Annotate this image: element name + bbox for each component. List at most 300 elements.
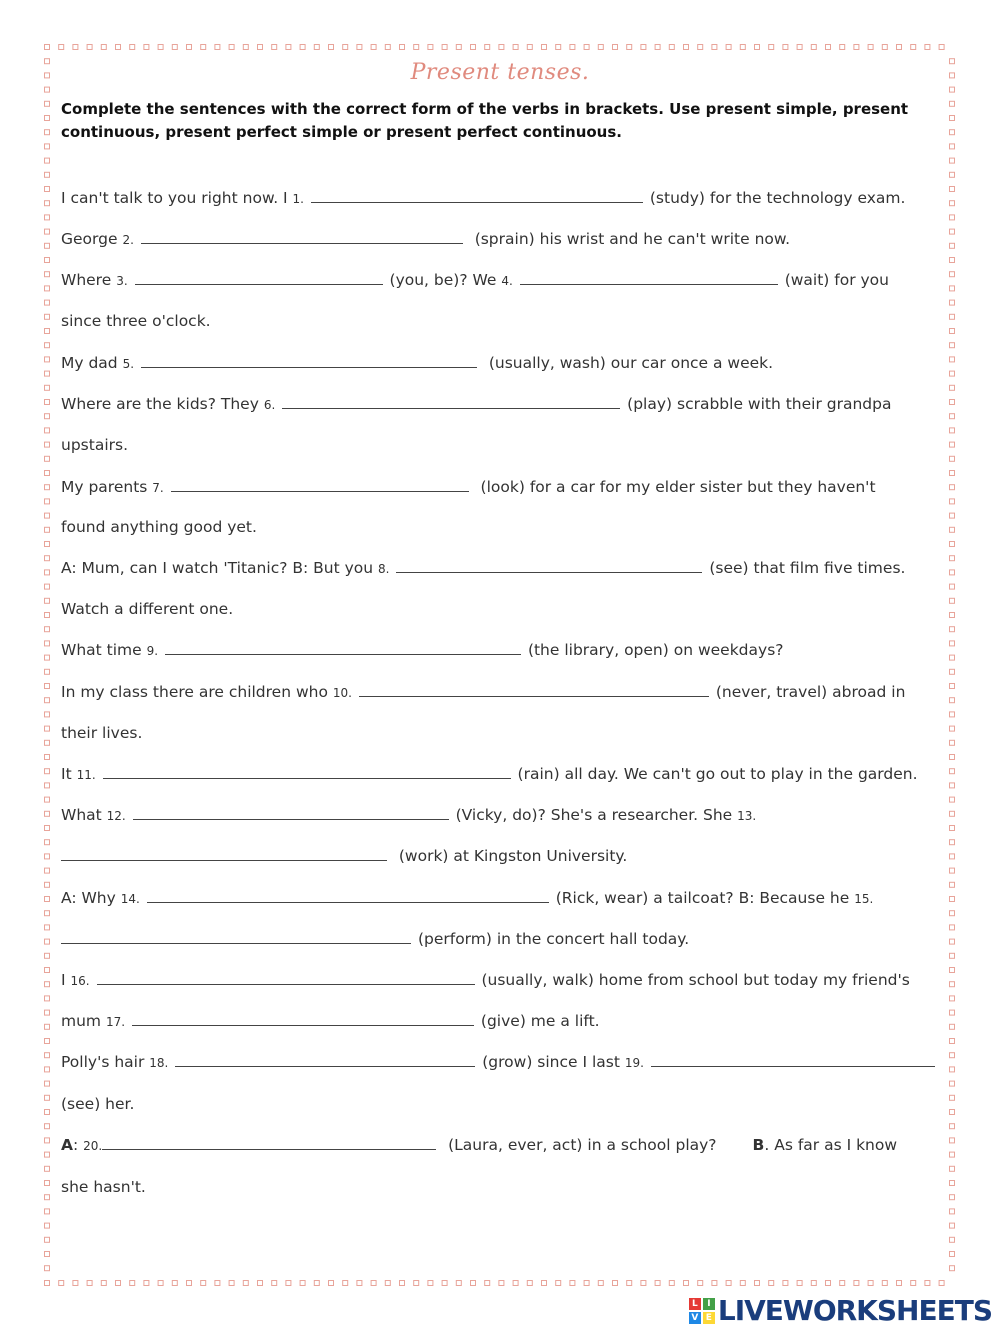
border-square — [755, 45, 760, 50]
sentence-6: Where are the kids? They 6. (play) scrabble with their grandpa — [61, 395, 892, 413]
border-square — [158, 1281, 163, 1286]
answer-blank-11[interactable] — [103, 764, 511, 779]
border-square — [950, 1095, 955, 1100]
border-square — [485, 45, 490, 50]
border-square — [570, 1281, 575, 1286]
border-square — [87, 1281, 92, 1286]
border-square — [950, 513, 955, 518]
border-square — [950, 584, 955, 589]
border-square — [45, 740, 50, 745]
answer-blank-14[interactable] — [147, 888, 549, 903]
border-square — [45, 1024, 50, 1029]
border-square — [950, 1266, 955, 1271]
border-square — [101, 45, 106, 50]
border-square — [45, 456, 50, 461]
border-square — [45, 101, 50, 106]
border-square — [243, 1281, 248, 1286]
sentence-8: A: Mum, can I watch 'Titanic? B: But you 8. (see) that film five times. — [61, 559, 906, 577]
border-square — [950, 116, 955, 121]
sentence-15-cont: (perform) in the concert hall today. — [61, 929, 689, 949]
border-square — [783, 45, 788, 50]
border-square — [950, 1166, 955, 1171]
border-square — [627, 1281, 632, 1286]
border-square — [698, 1281, 703, 1286]
border-square — [513, 1281, 518, 1286]
border-square — [187, 45, 192, 50]
border-square — [45, 1223, 50, 1228]
border-square — [950, 797, 955, 802]
border-square — [45, 1166, 50, 1171]
border-square — [911, 1281, 916, 1286]
border-square — [868, 1281, 873, 1286]
border-square — [45, 968, 50, 973]
answer-blank-8[interactable] — [396, 558, 702, 573]
border-square — [45, 45, 50, 50]
sentence-3-cont: since three o'clock. — [61, 312, 211, 330]
border-square — [45, 925, 50, 930]
border-square — [45, 613, 50, 618]
border-square — [343, 1281, 348, 1286]
border-square — [385, 1281, 390, 1286]
border-square — [471, 45, 476, 50]
border-square — [286, 1281, 291, 1286]
border-square — [950, 456, 955, 461]
border-square — [513, 45, 518, 50]
border-square — [101, 1281, 106, 1286]
border-square — [740, 45, 745, 50]
border-square — [45, 797, 50, 802]
border-square — [556, 1281, 561, 1286]
border-square — [45, 1138, 50, 1143]
border-square — [45, 1110, 50, 1115]
border-square — [826, 1281, 831, 1286]
border-square — [950, 698, 955, 703]
border-square — [45, 1152, 50, 1157]
sentence-1: I can't talk to you right now. I 1. (study) for the technology exam. — [61, 189, 906, 207]
border-square — [357, 1281, 362, 1286]
border-square — [45, 485, 50, 490]
sentence-20: A: 20. (Laura, ever, act) in a school play? B. As far as I know — [61, 1136, 898, 1154]
answer-blank-20[interactable] — [102, 1135, 436, 1150]
border-square — [371, 1281, 376, 1286]
border-square — [840, 1281, 845, 1286]
border-square — [641, 45, 646, 50]
border-square — [116, 45, 121, 50]
border-square — [950, 684, 955, 689]
border-square — [45, 414, 50, 419]
border-square — [45, 215, 50, 220]
border-square — [272, 45, 277, 50]
border-square — [950, 1181, 955, 1186]
sentence-10-cont: their lives. — [61, 724, 143, 742]
border-square — [950, 527, 955, 532]
border-square — [300, 45, 305, 50]
border-square — [712, 45, 717, 50]
border-square — [45, 201, 50, 206]
border-square — [357, 45, 362, 50]
border-square — [45, 783, 50, 788]
border-square — [527, 1281, 532, 1286]
border-square — [598, 1281, 603, 1286]
border-square — [950, 783, 955, 788]
sentence-11: It 11. (rain) all day. We can't go out to play in the garden. — [61, 765, 918, 783]
border-square — [45, 1039, 50, 1044]
border-square — [45, 300, 50, 305]
answer-blank-2[interactable] — [141, 229, 463, 244]
border-square — [950, 158, 955, 163]
answer-blank-4[interactable] — [520, 270, 778, 285]
border-square — [314, 1281, 319, 1286]
border-square — [45, 187, 50, 192]
border-square — [950, 641, 955, 646]
answer-blank-6[interactable] — [282, 394, 620, 409]
border-square — [45, 272, 50, 277]
border-square — [45, 570, 50, 575]
border-square — [613, 45, 618, 50]
border-square — [499, 45, 504, 50]
border-square — [314, 45, 319, 50]
border-square — [45, 698, 50, 703]
sentence-8-cont: Watch a different one. — [61, 600, 234, 618]
border-square — [950, 258, 955, 263]
border-square — [950, 1195, 955, 1200]
border-square — [950, 329, 955, 334]
border-square — [371, 45, 376, 50]
answer-blank-3[interactable] — [135, 270, 383, 285]
sentence-10: In my class there are children who 10. (never, travel) abroad in — [61, 683, 906, 701]
sentence-13-cont: (work) at Kingston University. — [61, 846, 627, 866]
border-square — [882, 1281, 887, 1286]
border-square — [950, 272, 955, 277]
border-square — [45, 258, 50, 263]
border-square — [950, 911, 955, 916]
border-square — [950, 101, 955, 106]
border-square — [939, 45, 944, 50]
border-square — [201, 1281, 206, 1286]
border-square — [229, 45, 234, 50]
border-square — [45, 811, 50, 816]
border-square — [400, 1281, 405, 1286]
border-square — [45, 542, 50, 547]
border-square — [45, 513, 50, 518]
border-square — [45, 1281, 50, 1286]
border-square — [45, 1195, 50, 1200]
border-square — [950, 1039, 955, 1044]
border-square — [73, 45, 78, 50]
answer-blank-15[interactable] — [61, 929, 411, 944]
border-square — [45, 854, 50, 859]
border-square — [343, 45, 348, 50]
border-square — [797, 1281, 802, 1286]
border-square — [45, 1095, 50, 1100]
border-square — [950, 854, 955, 859]
border-square — [45, 769, 50, 774]
border-square — [950, 1067, 955, 1072]
border-square — [45, 130, 50, 135]
border-square — [45, 87, 50, 92]
answer-blank-13[interactable] — [61, 846, 387, 861]
border-square — [925, 1281, 930, 1286]
border-square — [45, 953, 50, 958]
border-square — [613, 1281, 618, 1286]
border-square — [950, 286, 955, 291]
border-square — [950, 1081, 955, 1086]
border-square — [950, 769, 955, 774]
border-square — [187, 1281, 192, 1286]
border-square — [442, 45, 447, 50]
border-square — [950, 811, 955, 816]
border-square — [950, 400, 955, 405]
border-square — [527, 45, 532, 50]
border-square — [45, 939, 50, 944]
border-square — [414, 45, 419, 50]
border-square — [950, 740, 955, 745]
border-square — [950, 669, 955, 674]
border-square — [740, 1281, 745, 1286]
border-square — [45, 627, 50, 632]
border-square — [950, 343, 955, 348]
border-square — [45, 286, 50, 291]
border-square — [950, 187, 955, 192]
border-square — [45, 1081, 50, 1086]
border-square — [542, 45, 547, 50]
border-square — [45, 1124, 50, 1129]
border-square — [669, 1281, 674, 1286]
border-square — [868, 45, 873, 50]
border-square — [300, 1281, 305, 1286]
border-square — [811, 1281, 816, 1286]
border-square — [641, 1281, 646, 1286]
border-square — [329, 1281, 334, 1286]
border-square — [59, 45, 64, 50]
border-square — [950, 556, 955, 561]
border-square — [45, 911, 50, 916]
answer-blank-16[interactable] — [97, 970, 475, 985]
sentence-2: George 2. (sprain) his wrist and he can't write now. — [61, 230, 791, 248]
logo-text: LIVEWORKSHEETS — [717, 1294, 992, 1327]
sentence-14: A: Why 14. (Rick, wear) a tailcoat? B: Because he 15. — [61, 889, 874, 907]
border-square — [45, 1067, 50, 1072]
border-square — [950, 1252, 955, 1257]
border-square — [45, 897, 50, 902]
border-square — [950, 428, 955, 433]
border-square — [45, 755, 50, 760]
border-square — [840, 45, 845, 50]
sentence-20-cont: she hasn't. — [61, 1178, 146, 1196]
border-square — [45, 343, 50, 348]
border-square — [442, 1281, 447, 1286]
border-square — [897, 1281, 902, 1286]
border-square — [897, 45, 902, 50]
border-square — [950, 442, 955, 447]
border-square — [950, 968, 955, 973]
border-square — [45, 1252, 50, 1257]
border-square — [950, 1124, 955, 1129]
border-square — [769, 1281, 774, 1286]
border-square — [400, 45, 405, 50]
border-square — [925, 45, 930, 50]
border-square — [950, 1010, 955, 1015]
border-square — [950, 712, 955, 717]
border-square — [854, 45, 859, 50]
border-square — [172, 45, 177, 50]
border-square — [726, 45, 731, 50]
border-square — [950, 1053, 955, 1058]
border-square — [45, 684, 50, 689]
border-square — [45, 357, 50, 362]
answer-blank-10[interactable] — [359, 682, 709, 697]
border-square — [950, 499, 955, 504]
border-square — [950, 385, 955, 390]
border-square — [172, 1281, 177, 1286]
border-square — [215, 1281, 220, 1286]
border-square — [950, 953, 955, 958]
border-square — [584, 1281, 589, 1286]
border-square — [158, 45, 163, 50]
answer-blank-7[interactable] — [171, 477, 469, 492]
border-square — [755, 1281, 760, 1286]
border-square — [950, 371, 955, 376]
border-square — [428, 1281, 433, 1286]
border-square — [45, 400, 50, 405]
border-square — [811, 45, 816, 50]
border-square — [950, 485, 955, 490]
border-square — [243, 45, 248, 50]
sentence-7-cont: found anything good yet. — [61, 518, 257, 536]
answer-blank-9[interactable] — [165, 640, 521, 655]
border-square — [45, 655, 50, 660]
border-square — [950, 314, 955, 319]
answer-blank-5[interactable] — [141, 353, 477, 368]
answer-blank-19[interactable] — [651, 1052, 935, 1067]
border-square — [950, 996, 955, 1001]
answer-blank-12[interactable] — [133, 805, 449, 820]
border-square — [950, 471, 955, 476]
border-square — [45, 556, 50, 561]
border-square — [950, 1024, 955, 1029]
border-square — [769, 45, 774, 50]
border-square — [950, 726, 955, 731]
border-square — [45, 1266, 50, 1271]
border-square — [45, 499, 50, 504]
border-square — [950, 982, 955, 987]
border-square — [950, 130, 955, 135]
border-square — [45, 868, 50, 873]
border-square — [950, 357, 955, 362]
border-square — [950, 300, 955, 305]
border-square — [116, 1281, 121, 1286]
border-square — [45, 471, 50, 476]
border-square — [826, 45, 831, 50]
border-square — [428, 45, 433, 50]
border-square — [45, 314, 50, 319]
sentence-9: What time 9. (the library, open) on weekdays? — [61, 641, 784, 659]
border-square — [485, 1281, 490, 1286]
page-title: Present tenses. — [410, 60, 590, 85]
border-square — [655, 45, 660, 50]
border-square — [130, 45, 135, 50]
border-square — [950, 229, 955, 234]
liveworksheets-logo — [689, 1294, 992, 1328]
sentence-6-cont: upstairs. — [61, 436, 128, 454]
border-square — [45, 882, 50, 887]
sentence-5: My dad 5. (usually, wash) our car once a week. — [61, 354, 774, 372]
border-square — [45, 669, 50, 674]
logo-mark-icon: L I V E — [689, 1298, 715, 1324]
border-square — [950, 87, 955, 92]
border-square — [130, 1281, 135, 1286]
border-square — [950, 755, 955, 760]
border-square — [45, 840, 50, 845]
border-square — [950, 1223, 955, 1228]
instructions: Complete the sentences with the correct form of the verbs in brackets. Use present simple, present continuous, present perfect simple or present perfect continuous. — [61, 100, 909, 141]
border-square — [950, 613, 955, 618]
border-square — [584, 45, 589, 50]
border-square — [45, 527, 50, 532]
border-square — [950, 897, 955, 902]
border-square — [45, 584, 50, 589]
border-square — [45, 428, 50, 433]
border-square — [45, 996, 50, 1001]
border-square — [45, 826, 50, 831]
border-square — [684, 45, 689, 50]
border-square — [45, 229, 50, 234]
border-square — [950, 1209, 955, 1214]
answer-blank-1[interactable] — [311, 188, 643, 203]
border-square — [385, 45, 390, 50]
border-square — [45, 243, 50, 248]
border-square — [45, 712, 50, 717]
border-square — [144, 45, 149, 50]
border-square — [939, 1281, 944, 1286]
answer-blank-17[interactable] — [132, 1011, 474, 1026]
border-square — [45, 641, 50, 646]
border-square — [45, 598, 50, 603]
border-square — [911, 45, 916, 50]
border-square — [87, 45, 92, 50]
border-square — [45, 172, 50, 177]
border-square — [950, 172, 955, 177]
border-square — [45, 1181, 50, 1186]
border-square — [950, 840, 955, 845]
sentence-19-cont: (see) her. — [61, 1095, 135, 1113]
border-square — [201, 45, 206, 50]
sentence-12: What 12. (Vicky, do)? She's a researcher. She 13. — [61, 806, 757, 824]
answer-blank-18[interactable] — [175, 1052, 475, 1067]
border-square — [950, 826, 955, 831]
border-square — [456, 45, 461, 50]
border-square — [45, 371, 50, 376]
border-square — [712, 1281, 717, 1286]
sentence-3: Where 3. (you, be)? We 4. (wait) for you — [61, 271, 889, 289]
border-square — [726, 1281, 731, 1286]
border-square — [950, 882, 955, 887]
border-square — [471, 1281, 476, 1286]
border-square — [698, 45, 703, 50]
border-square — [45, 329, 50, 334]
border-square — [797, 45, 802, 50]
border-square — [950, 939, 955, 944]
border-square — [258, 45, 263, 50]
border-square — [542, 1281, 547, 1286]
border-square — [598, 45, 603, 50]
border-square — [45, 385, 50, 390]
border-square — [45, 1209, 50, 1214]
border-square — [456, 1281, 461, 1286]
border-square — [950, 542, 955, 547]
border-square — [684, 1281, 689, 1286]
border-square — [950, 1237, 955, 1242]
